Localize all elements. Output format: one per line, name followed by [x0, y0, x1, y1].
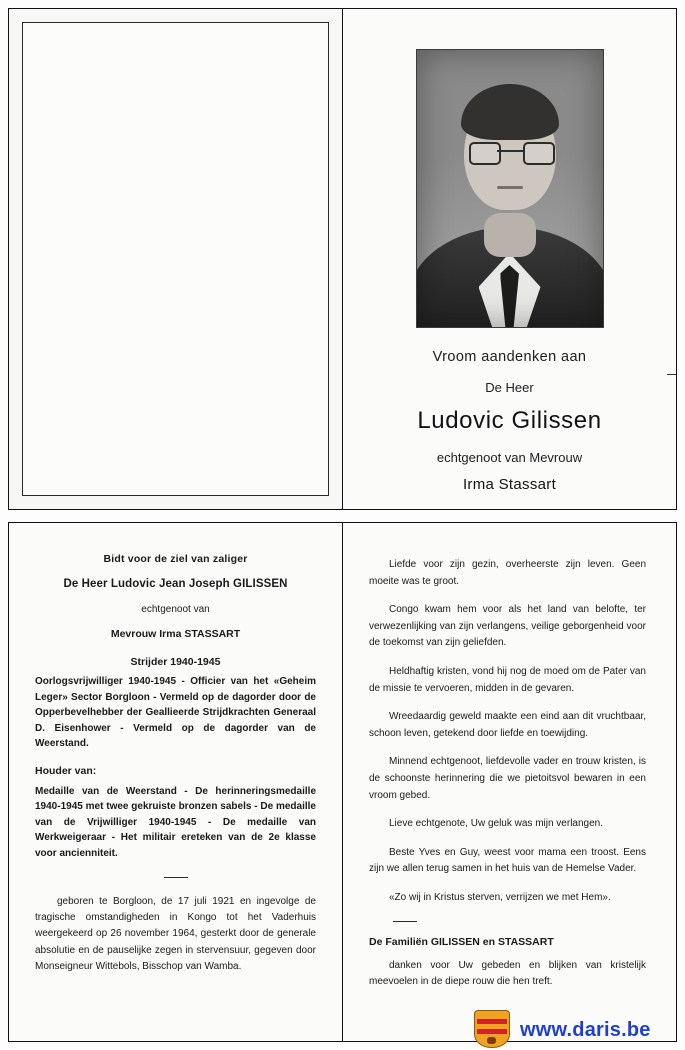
decorations-block-title: Houder van:	[35, 764, 97, 777]
portrait-vignette	[417, 50, 603, 327]
biography-paragraph: geboren te Borgloon, de 17 juli 1921 en ingevolge de tragische omstandigheden in Kongo tot het Vaderhuis weergekeerd op 26 november 1964, gesterkt door de generale absolutie en de pauselijke zegen in stervensuur, gegeven door Monseigneur Wittebols, Bisschop van Wamba.	[35, 896, 316, 972]
inside-left-panel	[9, 523, 343, 1041]
military-block-text: Oorlogsvrijwilliger 1940-1945 - Officier van het «Geheim Leger» Sector Borgloon - Vermeld op de dagorder door de Opperbevelhebber der Geallieerde Strijdkrachten Generaal D. Eisenhower - Vermeld op de dagorder van de Weerstand.	[35, 676, 316, 749]
front-blank-panel	[9, 9, 343, 509]
card-front-spread	[8, 8, 677, 510]
decorations-block-text: Medaille van de Weerstand - De herinneringsmedaille 1940-1945 met twee gekruiste bronzen sabels - De medaille van de Vrijwilliger 1940-1945 - De medaille van Werkweigeraar - Het militair ereteken van de 2e klasse voor ancienniteit.	[35, 785, 316, 859]
message-paragraph: Wreedaardig geweld maakte een eind aan dit vruchtbaar, schoon leven, getekend door liefde en toewijding.	[369, 711, 646, 739]
front-text-block	[343, 348, 676, 495]
inside-spouse-name: Mevrouw Irma STASSART	[110, 628, 241, 640]
inside-full-name: De Heer Ludovic Jean Joseph GILISSEN	[63, 578, 288, 590]
military-block-title: Strijder 1940-1945	[130, 656, 221, 668]
front-deceased-name: Ludovic Gilissen	[417, 407, 602, 435]
thanks-paragraph: danken voor Uw gebeden en blijken van kristelijk meevoelen in de diepe rouw die hen treft.	[369, 959, 646, 988]
inside-heading: Bidt voor de ziel van zaliger	[103, 553, 248, 565]
divider-right	[393, 921, 417, 922]
crest-band-upper	[477, 1019, 507, 1024]
fold-tick-mark	[667, 374, 676, 375]
message-paragraph: Lieve echtgenote, Uw geluk was mijn verlangen.	[389, 818, 604, 830]
footer-watermark	[0, 1008, 685, 1050]
front-spouse-name: Irma Stassart	[462, 476, 557, 494]
front-relation-line: echtgenoot van Mevrouw	[436, 449, 583, 465]
front-blank-inner-frame	[22, 22, 329, 496]
inside-right-panel	[343, 523, 676, 1041]
coat-of-arms-icon	[474, 1010, 510, 1048]
card-inside-spread	[8, 522, 677, 1042]
message-paragraph: Liefde voor zijn gezin, overheerste zijn leven. Geen moeite was te groot.	[369, 559, 646, 587]
front-title-line: De Heer	[485, 379, 534, 395]
message-paragraph: Congo kwam hem voor als het land van belofte, ter verwezenlijking van zijn verlangens, veilige geborgenheid voor de toekomst van zijn geliefden.	[369, 604, 646, 649]
inside-relation: echtgenoot van	[141, 604, 210, 615]
front-panel	[343, 9, 676, 509]
scripture-quote: «Zo wij in Kristus sterven, verrijzen we met Hem».	[389, 891, 611, 903]
family-line: De Familiën GILISSEN en STASSART	[369, 935, 554, 948]
message-paragraph: Beste Yves en Guy, weest voor mama een troost. Eens zijn we allen terug samen in het huis van de Hemelse Vader.	[369, 846, 646, 875]
message-paragraph: Heldhaftig kristen, vond hij nog de moed om de Pater van de missie te vervoeren, midden in de gevaren.	[369, 665, 646, 694]
website-link[interactable]: www.daris.be	[520, 1019, 651, 1041]
crest-band-lower	[477, 1029, 507, 1034]
crest-charge	[487, 1037, 496, 1044]
front-dedication-line: Vroom aandenken aan	[432, 349, 587, 365]
divider-left	[164, 877, 188, 878]
portrait-photo	[416, 49, 604, 328]
message-paragraph: Minnend echtgenoot, liefdevolle vader en trouw kristen, is de schoonste herinnering die we pietoitsvol bewaren in een vroom gebed.	[369, 756, 646, 801]
